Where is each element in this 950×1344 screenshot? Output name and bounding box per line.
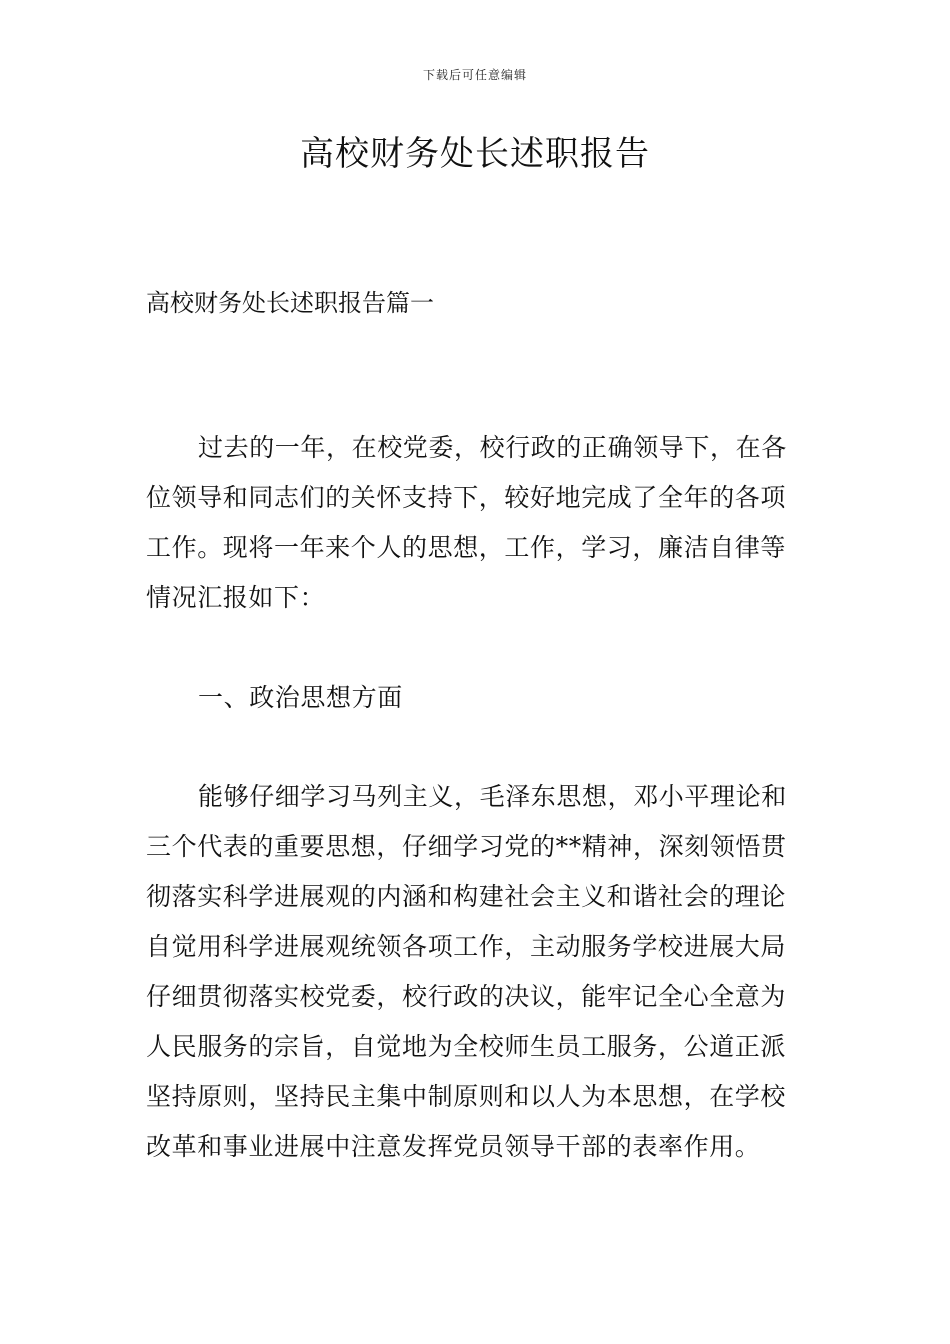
subheading-political-thought: 一、政治思想方面 [198, 683, 403, 712]
section-title: 高校财务处长述职报告篇一 [146, 289, 434, 317]
political-thought-paragraph: 能够仔细学习马列主义，毛泽东思想，邓小平理论和三个代表的重要思想，仔细学习党的**精神，深刻领悟贯彻落实科学进展观的内涵和构建社会主义和谐社会的理论自觉用科学进展观统领各项工作，主动服务学校进展大局仔细贯彻落实校党委，校行政的决议，能牢记全心全意为人民服务的宗旨，自觉地为全校师生员工服务，公道正派坚持原则，坚持民主集中制原则和以人为本思想，在学校改革和事业进展中注意发挥党员领导干部的表率作用。 [146, 782, 787, 1161]
document-title: 高校财务处长述职报告 [300, 134, 650, 174]
header-note: 下载后可任意编辑 [422, 68, 527, 82]
intro-paragraph: 过去的一年，在校党委，校行政的正确领导下，在各位领导和同志们的关怀支持下，较好地完成了全年的各项工作。现将一年来个人的思想，工作，学习，廉洁自律等情况汇报如下： [146, 433, 787, 612]
